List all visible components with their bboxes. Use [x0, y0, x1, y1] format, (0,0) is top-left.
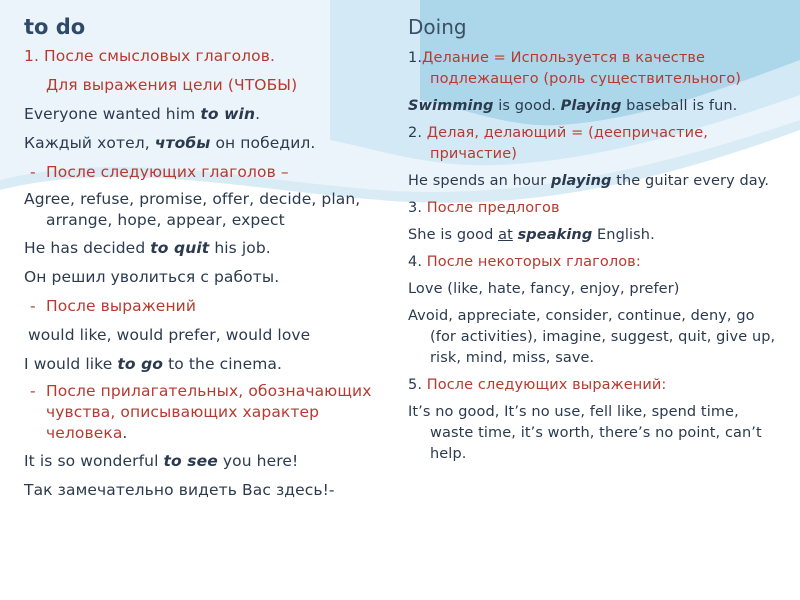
- left-verbs-list: Agree, refuse, promise, offer, decide, plan, arrange, hope, appear, expect: [24, 190, 361, 229]
- left-example-2: He has decided to quit his job.: [24, 239, 271, 257]
- left-example-4-ru: Так замечательно видеть Вас здесь!-: [24, 481, 335, 499]
- left-example-2-ru: Он решил уволиться с работы.: [24, 268, 280, 286]
- left-item-1-purpose: Для выражения цели (ЧТОБЫ): [46, 76, 298, 94]
- right-example-3: She is good at speaking English.: [408, 227, 655, 243]
- right-verbs-2: Avoid, appreciate, consider, continue, deny, go (for activities), imagine, suggest, quit, give up, risk, mind, miss, save.: [408, 308, 776, 366]
- right-item-4: 4. После некоторых глаголов:: [408, 254, 641, 270]
- right-item-2: 2. Делая, делающий = (деепричастие, причастие): [408, 125, 708, 162]
- right-example-2: He spends an hour playing the guitar every day.: [408, 173, 770, 189]
- right-item-3: 3. После предлогов: [408, 200, 560, 216]
- left-title: to do: [24, 15, 86, 39]
- left-column: [24, 14, 394, 507]
- left-bullet-verbs: - После следующих глаголов –: [24, 160, 394, 184]
- left-example-3: I would like to go to the cinema.: [24, 355, 283, 373]
- right-item-1: 1.Делание = Используется в качестве подлежащего (роль существительного): [408, 50, 742, 87]
- right-example-1: Swimming is good. Playing baseball is fun.: [408, 98, 738, 114]
- left-example-1: Everyone wanted him to win.: [24, 105, 261, 123]
- right-column: [408, 14, 780, 471]
- right-verbs-1: Love (like, hate, fancy, enjoy, prefer): [408, 281, 680, 297]
- left-example-1-ru: Каждый хотел, чтобы он победил.: [24, 134, 316, 152]
- left-bullet-adjectives: - После прилагательных, обозначающих чувства, описывающих характер человека.: [24, 381, 394, 444]
- right-item-5: 5. После следующих выражений:: [408, 377, 667, 393]
- left-expressions-list: would like, would prefer, would love: [28, 326, 311, 344]
- right-expressions-list: It’s no good, It’s no use, fell like, spend time, waste time, it’s worth, there’s no point, can’t help.: [408, 404, 762, 462]
- left-bullet-expressions: - После выражений: [24, 294, 394, 318]
- left-example-4: It is so wonderful to see you here!: [24, 452, 299, 470]
- left-item-1: 1. После смысловых глаголов.: [24, 47, 276, 65]
- right-title: Doing: [408, 15, 467, 39]
